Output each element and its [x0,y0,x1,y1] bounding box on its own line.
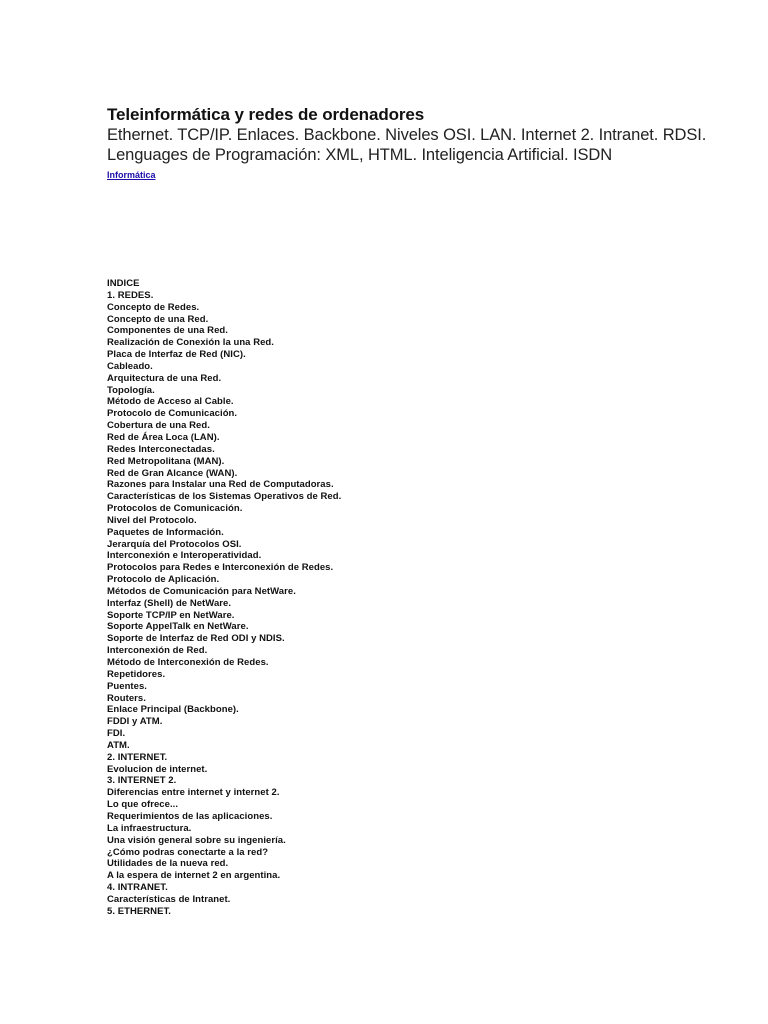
index-entry: Interconexión de Red. [107,645,208,657]
index-entry: La infraestructura. [107,822,192,834]
index-entry: Red Metropolitana (MAN). [107,455,225,467]
document-title: Teleinformática y redes de ordenadores [107,105,425,124]
index-entry: A la espera de internet 2 en argentina. [107,870,281,882]
index-entry: Diferencias entre internet y internet 2. [107,787,280,799]
index-entry: Redes Interconectadas. [107,443,215,455]
index-entry: Método de Interconexión de Redes. [107,657,269,668]
index-entry: Red de Gran Alcance (WAN). [107,467,238,479]
index-entry: Nivel del Protocolo. [107,514,197,526]
index-entry: Una visión general sobre su ingeniería. [107,834,286,846]
index-entry: Características de Intranet. [107,893,231,905]
index-entry: INDICE [107,278,140,289]
index-entry: Concepto de una Red. [107,313,209,325]
index-entry: 4. INTRANET. [107,882,168,894]
index-entry: Topología. [107,384,155,396]
index-entry: Razones para Instalar una Red de Computadoras. [107,479,334,491]
index-entry: 3. INTERNET 2. [107,775,177,787]
index-entry: Requerimientos de las aplicaciones. [107,810,273,822]
document-subtitle: Ethernet. TCP/IP. Enlaces. Backbone. Niveles OSI. LAN. Internet 2. Intranet. RDSI. Lenguages de Programación: XML, HTML. Inteligencia Artificial. ISDN [107,126,707,164]
index-entry: Protocolos para Redes e Interconexión de Redes. [107,562,334,574]
document-header [107,104,707,183]
index-entry: 1. REDES. [107,289,154,301]
index-entry: FDI. [107,728,126,740]
index-entry: Interconexión e Interoperatividad. [107,550,262,562]
index-entry: Características de los Sistemas Operativos de Red. [107,491,342,503]
index-entry: FDDI y ATM. [107,716,163,728]
index-entry: Protocolos de Comunicación. [107,503,243,515]
index-entry: Lo que ofrece... [107,799,179,811]
index-entry: Soporte de Interfaz de Red ODI y NDIS. [107,633,285,645]
index-entry: ATM. [107,739,130,751]
index-entry: Utilidades de la nueva red. [107,858,229,870]
index-entry: Arquitectura de una Red. [107,372,222,384]
index-entry: Interfaz (Shell) de NetWare. [107,597,232,609]
index-entry: Protocolo de Comunicación. [107,408,238,420]
index-entry: Concepto de Redes. [107,301,200,313]
index-entry: Evolucion de internet. [107,763,208,775]
index-entry: Jerarquía del Protocolos OSI. [107,538,242,550]
index-entry: Métodos de Comunicación para NetWare. [107,585,296,597]
index-entry: Protocolo de Aplicación. [107,574,220,586]
index-entry: Placa de Interfaz de Red (NIC). [107,349,246,361]
index-entry: Cableado. [107,360,153,372]
category-link[interactable]: Informática [107,170,156,180]
index-entry: Paquetes de Información. [107,526,224,538]
index-entry: ¿Cómo podras conectarte a la red? [107,846,269,858]
index-entry: Soporte TCP/IP en NetWare. [107,609,235,621]
table-of-contents [107,278,707,918]
index-entry: Cobertura de una Red. [107,420,210,432]
index-entry: Realización de Conexión la una Red. [107,337,274,349]
index-entry: Red de Área Loca (LAN). [107,431,220,443]
index-entry: Soporte AppelTalk en NetWare. [107,621,249,633]
index-entry: Puentes. [107,680,147,692]
index-entry: Enlace Principal (Backbone). [107,704,239,716]
index-entry: Routers. [107,692,146,704]
index-entry: Componentes de una Red. [107,325,228,337]
index-entry: Método de Acceso al Cable. [107,396,234,408]
index-entry: 2. INTERNET. [107,751,168,763]
index-entry: Repetidores. [107,668,166,680]
index-entry: 5. ETHERNET. [107,905,171,917]
